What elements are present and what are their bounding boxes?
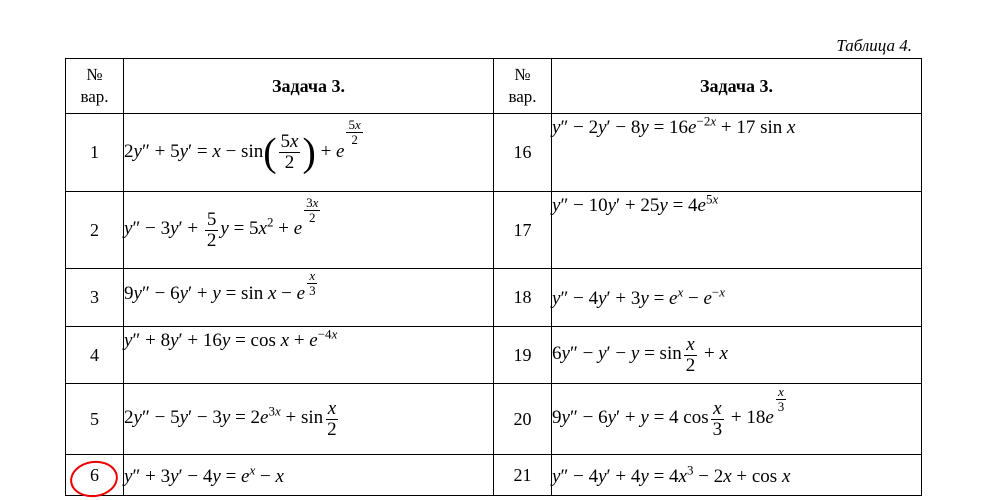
equation-cell	[552, 269, 922, 327]
variant-number: 3	[66, 269, 124, 327]
equation-cell	[552, 455, 922, 496]
equation-cell	[124, 114, 494, 192]
header-no-symbol: №	[86, 65, 103, 84]
variant-number: 16	[494, 114, 552, 192]
equation-cell	[552, 114, 922, 192]
table-row	[66, 384, 922, 455]
table-row	[66, 114, 922, 192]
equation-cell	[124, 327, 494, 384]
equation-cell	[552, 192, 922, 269]
table-header-row	[66, 59, 922, 114]
equation: $y'' - 4y' + 3y = e^x - e^{-x}$	[552, 284, 726, 310]
header-task-right: Задача 3.	[552, 59, 922, 114]
header-variant-label: вар.	[80, 87, 109, 106]
variant-number: 4	[66, 327, 124, 384]
task-table	[65, 58, 922, 496]
equation-cell	[124, 455, 494, 496]
header-no-symbol: №	[514, 65, 531, 84]
equation: 9y″ − 6y′ + y = sin x − e $\frac{x}{3}$	[124, 268, 316, 304]
equation-cell	[124, 269, 494, 327]
variant-number: 20	[494, 384, 552, 455]
table-row	[66, 327, 922, 384]
equation: $y'' + 3y' - 4y = e^x - x$	[124, 462, 284, 487]
table-caption: Таблица 4.	[836, 36, 912, 55]
table-row	[66, 269, 922, 327]
equation-cell	[552, 384, 922, 455]
variant-number: 17	[494, 192, 552, 269]
table-row	[66, 192, 922, 269]
equation: $y'' - 4y' + 4y = 4x^3 - 2x + \cos x$	[552, 462, 791, 487]
variant-number: 19	[494, 327, 552, 384]
equation-cell	[124, 384, 494, 455]
variant-number: 21	[494, 455, 552, 496]
equation: 6y″ − y′ − y = sin $\frac{x}{2}$ + x	[552, 333, 728, 376]
equation: 2y″ + 5y′ = x − sin( $\frac{5x}{2}$ ) + e $\frac{5x}{2}$	[124, 117, 361, 175]
variant-number: 5	[66, 384, 124, 455]
equation: y″ − 3y′ + $\frac{5}{2}$ $y = 5x^2 + e$ $\frac{3x}{2}$	[124, 194, 319, 251]
equation: 9y″ − 6y′ + y = 4 cos $\frac{x}{3}$ + 18e $\frac{x}{3}$	[552, 383, 785, 440]
header-variant-right	[494, 59, 552, 114]
header-variant-label: вар.	[508, 87, 537, 106]
equation-cell	[124, 192, 494, 269]
equation: $y'' + 8y' + 16y = \cos x + e^{-4x}$	[124, 327, 338, 352]
equation: $2y'' - 5y' - 3y = 2e^{3x} + \sin$ $\frac{x}{2}$	[124, 397, 337, 440]
red-circle-annotation	[68, 458, 121, 500]
equation: $y'' - 2y' - 8y = 16e^{-2x} + 17$ sin x	[552, 114, 796, 139]
equation-cell	[552, 327, 922, 384]
variant-number: 18	[494, 269, 552, 327]
equation: $y'' - 10y' + 25y = 4e^{5x}$	[552, 192, 719, 217]
header-task-left: Задача 3.	[124, 59, 494, 114]
header-variant-left	[66, 59, 124, 114]
variant-number-circled: 6	[66, 455, 124, 496]
table-row	[66, 455, 922, 496]
variant-number: 1	[66, 114, 124, 192]
variant-number: 2	[66, 192, 124, 269]
